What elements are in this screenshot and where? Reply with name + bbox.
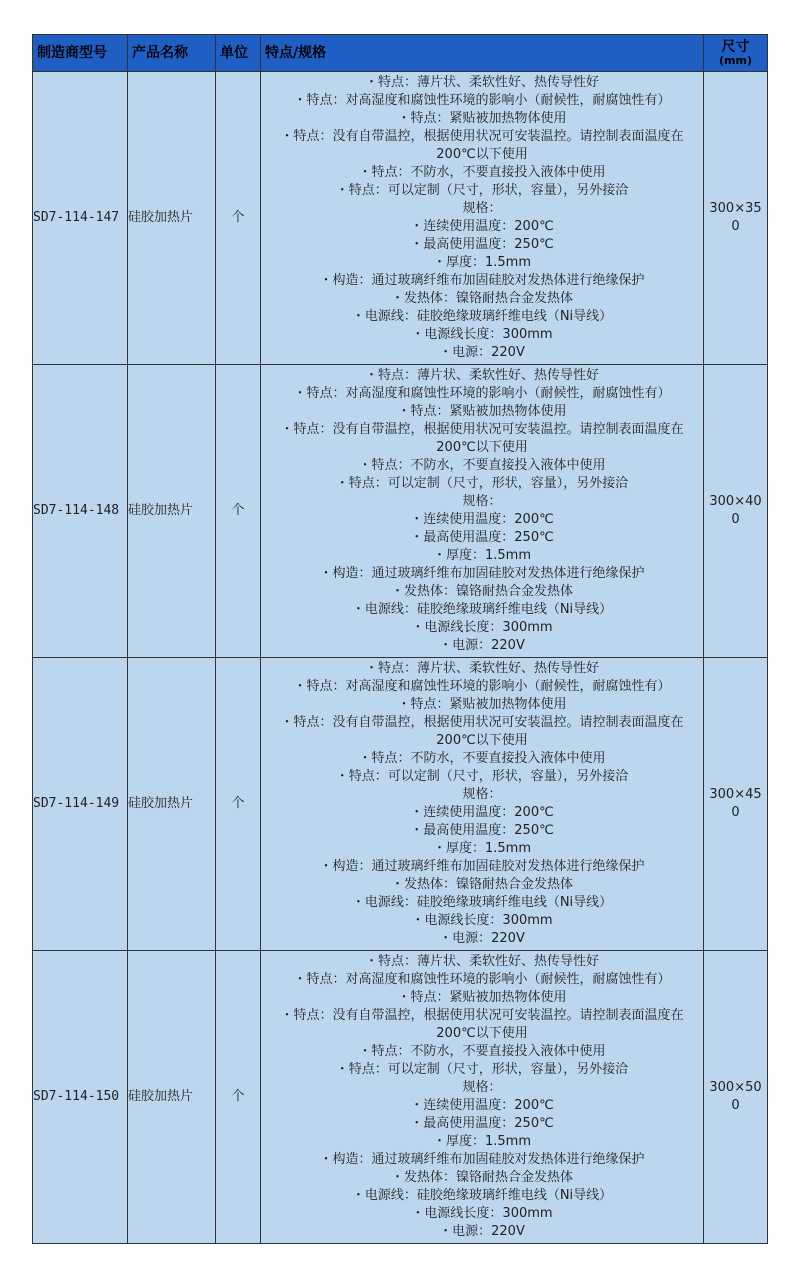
spec-line: ・电源：220V <box>439 345 525 360</box>
spec-line: ・特点：不防水，不要直接投入液体中使用 <box>358 1044 606 1059</box>
spec-line: ・特点：对高湿度和腐蚀性环境的影响小（耐候性，耐腐蚀性有） <box>293 679 671 694</box>
spec-line: ・电源线：硅胶绝缘玻璃纤维电线（Ni导线） <box>351 895 613 910</box>
product-name-cell: 硅胶加热片 <box>128 658 216 951</box>
table-row <box>33 951 768 1244</box>
spec-cell <box>261 72 704 365</box>
spec-line: 规格： <box>462 1080 502 1095</box>
spec-line: ・特点：可以定制（尺寸，形状，容量），另外接洽 <box>335 476 629 491</box>
spec-cell <box>261 365 704 658</box>
header-product-name: 产品名称 <box>128 35 216 72</box>
spec-line: ・最高使用温度：250℃ <box>410 530 554 545</box>
spec-line: ・发热体：镍铬耐热合金发热体 <box>390 584 573 599</box>
spec-line: ・特点：可以定制（尺寸，形状，容量），另外接洽 <box>335 1062 629 1077</box>
size-value: 300×50 <box>709 1080 762 1095</box>
unit-cell: 个 <box>216 72 261 365</box>
spec-line: ・特点：不防水，不要直接投入液体中使用 <box>358 751 606 766</box>
table-row <box>33 72 768 365</box>
spec-line: ・特点：没有自带温控，根据使用状况可安装温控。请控制表面温度在200℃以下使用 <box>280 1008 684 1041</box>
spec-line: ・连续使用温度：200℃ <box>410 512 554 527</box>
unit-cell: 个 <box>216 951 261 1244</box>
spec-line: ・特点：紧贴被加热物体使用 <box>397 111 567 126</box>
table-row <box>33 365 768 658</box>
spec-line: 规格： <box>462 201 502 216</box>
spec-line: ・电源线长度：300mm <box>411 620 553 635</box>
spec-line: ・特点：紧贴被加热物体使用 <box>397 697 567 712</box>
size-value-wrap: 0 <box>731 1098 740 1113</box>
size-value-wrap: 0 <box>731 512 740 527</box>
spec-line: ・特点：对高湿度和腐蚀性环境的影响小（耐候性，耐腐蚀性有） <box>293 972 671 987</box>
model-cell: SD7-114-150 <box>33 951 128 1244</box>
product-name-cell: 硅胶加热片 <box>128 365 216 658</box>
spec-line: ・厚度：1.5mm <box>432 255 531 270</box>
spec-line: ・电源线：硅胶绝缘玻璃纤维电线（Ni导线） <box>351 1188 613 1203</box>
unit-cell: 个 <box>216 658 261 951</box>
header-spec: 特点/规格 <box>261 35 704 72</box>
spec-line: ・特点：不防水，不要直接投入液体中使用 <box>358 458 606 473</box>
spec-line: ・电源：220V <box>439 1224 525 1239</box>
unit-cell: 个 <box>216 365 261 658</box>
size-cell <box>704 72 768 365</box>
header-model: 制造商型号 <box>33 35 128 72</box>
spec-line: ・电源线：硅胶绝缘玻璃纤维电线（Ni导线） <box>351 309 613 324</box>
spec-line: ・厚度：1.5mm <box>432 841 531 856</box>
spec-line: ・特点：没有自带温控，根据使用状况可安装温控。请控制表面温度在200℃以下使用 <box>280 129 684 162</box>
spec-line: ・发热体：镍铬耐热合金发热体 <box>390 291 573 306</box>
spec-line: ・厚度：1.5mm <box>432 548 531 563</box>
spec-line: ・最高使用温度：250℃ <box>410 237 554 252</box>
model-cell: SD7-114-149 <box>33 658 128 951</box>
size-value: 300×40 <box>709 494 762 509</box>
spec-cell <box>261 951 704 1244</box>
spec-line: ・最高使用温度：250℃ <box>410 1116 554 1131</box>
spec-line: ・特点：没有自带温控，根据使用状况可安装温控。请控制表面温度在200℃以下使用 <box>280 422 684 455</box>
model-cell: SD7-114-147 <box>33 72 128 365</box>
spec-line: ・连续使用温度：200℃ <box>410 1098 554 1113</box>
spec-line: ・电源线长度：300mm <box>411 913 553 928</box>
spec-line: ・电源：220V <box>439 638 525 653</box>
spec-line: ・特点：对高湿度和腐蚀性环境的影响小（耐候性，耐腐蚀性有） <box>293 93 671 108</box>
spec-line: ・构造：通过玻璃纤维布加固硅胶对发热体进行绝缘保护 <box>319 273 645 288</box>
spec-line: ・特点：紧贴被加热物体使用 <box>397 990 567 1005</box>
spec-line: 规格： <box>462 494 502 509</box>
spec-line: ・电源线长度：300mm <box>411 327 553 342</box>
size-cell <box>704 951 768 1244</box>
size-value-wrap: 0 <box>731 219 740 234</box>
size-cell <box>704 658 768 951</box>
header-size <box>704 35 768 72</box>
spec-line: ・特点：紧贴被加热物体使用 <box>397 404 567 419</box>
table-row <box>33 658 768 951</box>
size-value: 300×35 <box>709 201 762 216</box>
spec-line: ・发热体：镍铬耐热合金发热体 <box>390 1170 573 1185</box>
spec-line: ・特点：没有自带温控，根据使用状况可安装温控。请控制表面温度在200℃以下使用 <box>280 715 684 748</box>
spec-line: ・特点：薄片状、柔软性好、热传导性好 <box>364 75 599 90</box>
model-cell: SD7-114-148 <box>33 365 128 658</box>
spec-line: ・构造：通过玻璃纤维布加固硅胶对发热体进行绝缘保护 <box>319 1152 645 1167</box>
spec-line: ・电源：220V <box>439 931 525 946</box>
spec-line: ・最高使用温度：250℃ <box>410 823 554 838</box>
spec-line: ・特点：薄片状、柔软性好、热传导性好 <box>364 661 599 676</box>
spec-line: ・发热体：镍铬耐热合金发热体 <box>390 877 573 892</box>
spec-line: ・特点：可以定制（尺寸，形状，容量），另外接洽 <box>335 183 629 198</box>
spec-line: ・构造：通过玻璃纤维布加固硅胶对发热体进行绝缘保护 <box>319 566 645 581</box>
spec-line: 规格： <box>462 787 502 802</box>
spec-line: ・电源线长度：300mm <box>411 1206 553 1221</box>
product-name-cell: 硅胶加热片 <box>128 72 216 365</box>
spec-line: ・厚度：1.5mm <box>432 1134 531 1149</box>
header-unit: 单位 <box>216 35 261 72</box>
header-size-unit: (mm) <box>719 54 752 67</box>
spec-line: ・特点：不防水，不要直接投入液体中使用 <box>358 165 606 180</box>
spec-line: ・特点：薄片状、柔软性好、热传导性好 <box>364 368 599 383</box>
table-header-row <box>33 35 768 72</box>
spec-line: ・电源线：硅胶绝缘玻璃纤维电线（Ni导线） <box>351 602 613 617</box>
spec-line: ・构造：通过玻璃纤维布加固硅胶对发热体进行绝缘保护 <box>319 859 645 874</box>
product-spec-table <box>32 34 768 1244</box>
spec-line: ・特点：可以定制（尺寸，形状，容量），另外接洽 <box>335 769 629 784</box>
product-name-cell: 硅胶加热片 <box>128 951 216 1244</box>
spec-line: ・连续使用温度：200℃ <box>410 805 554 820</box>
size-cell <box>704 365 768 658</box>
spec-line: ・连续使用温度：200℃ <box>410 219 554 234</box>
spec-line: ・特点：薄片状、柔软性好、热传导性好 <box>364 954 599 969</box>
size-value-wrap: 0 <box>731 805 740 820</box>
spec-cell <box>261 658 704 951</box>
size-value: 300×45 <box>709 787 762 802</box>
header-size-label: 尺寸 <box>721 39 750 55</box>
spec-line: ・特点：对高湿度和腐蚀性环境的影响小（耐候性，耐腐蚀性有） <box>293 386 671 401</box>
